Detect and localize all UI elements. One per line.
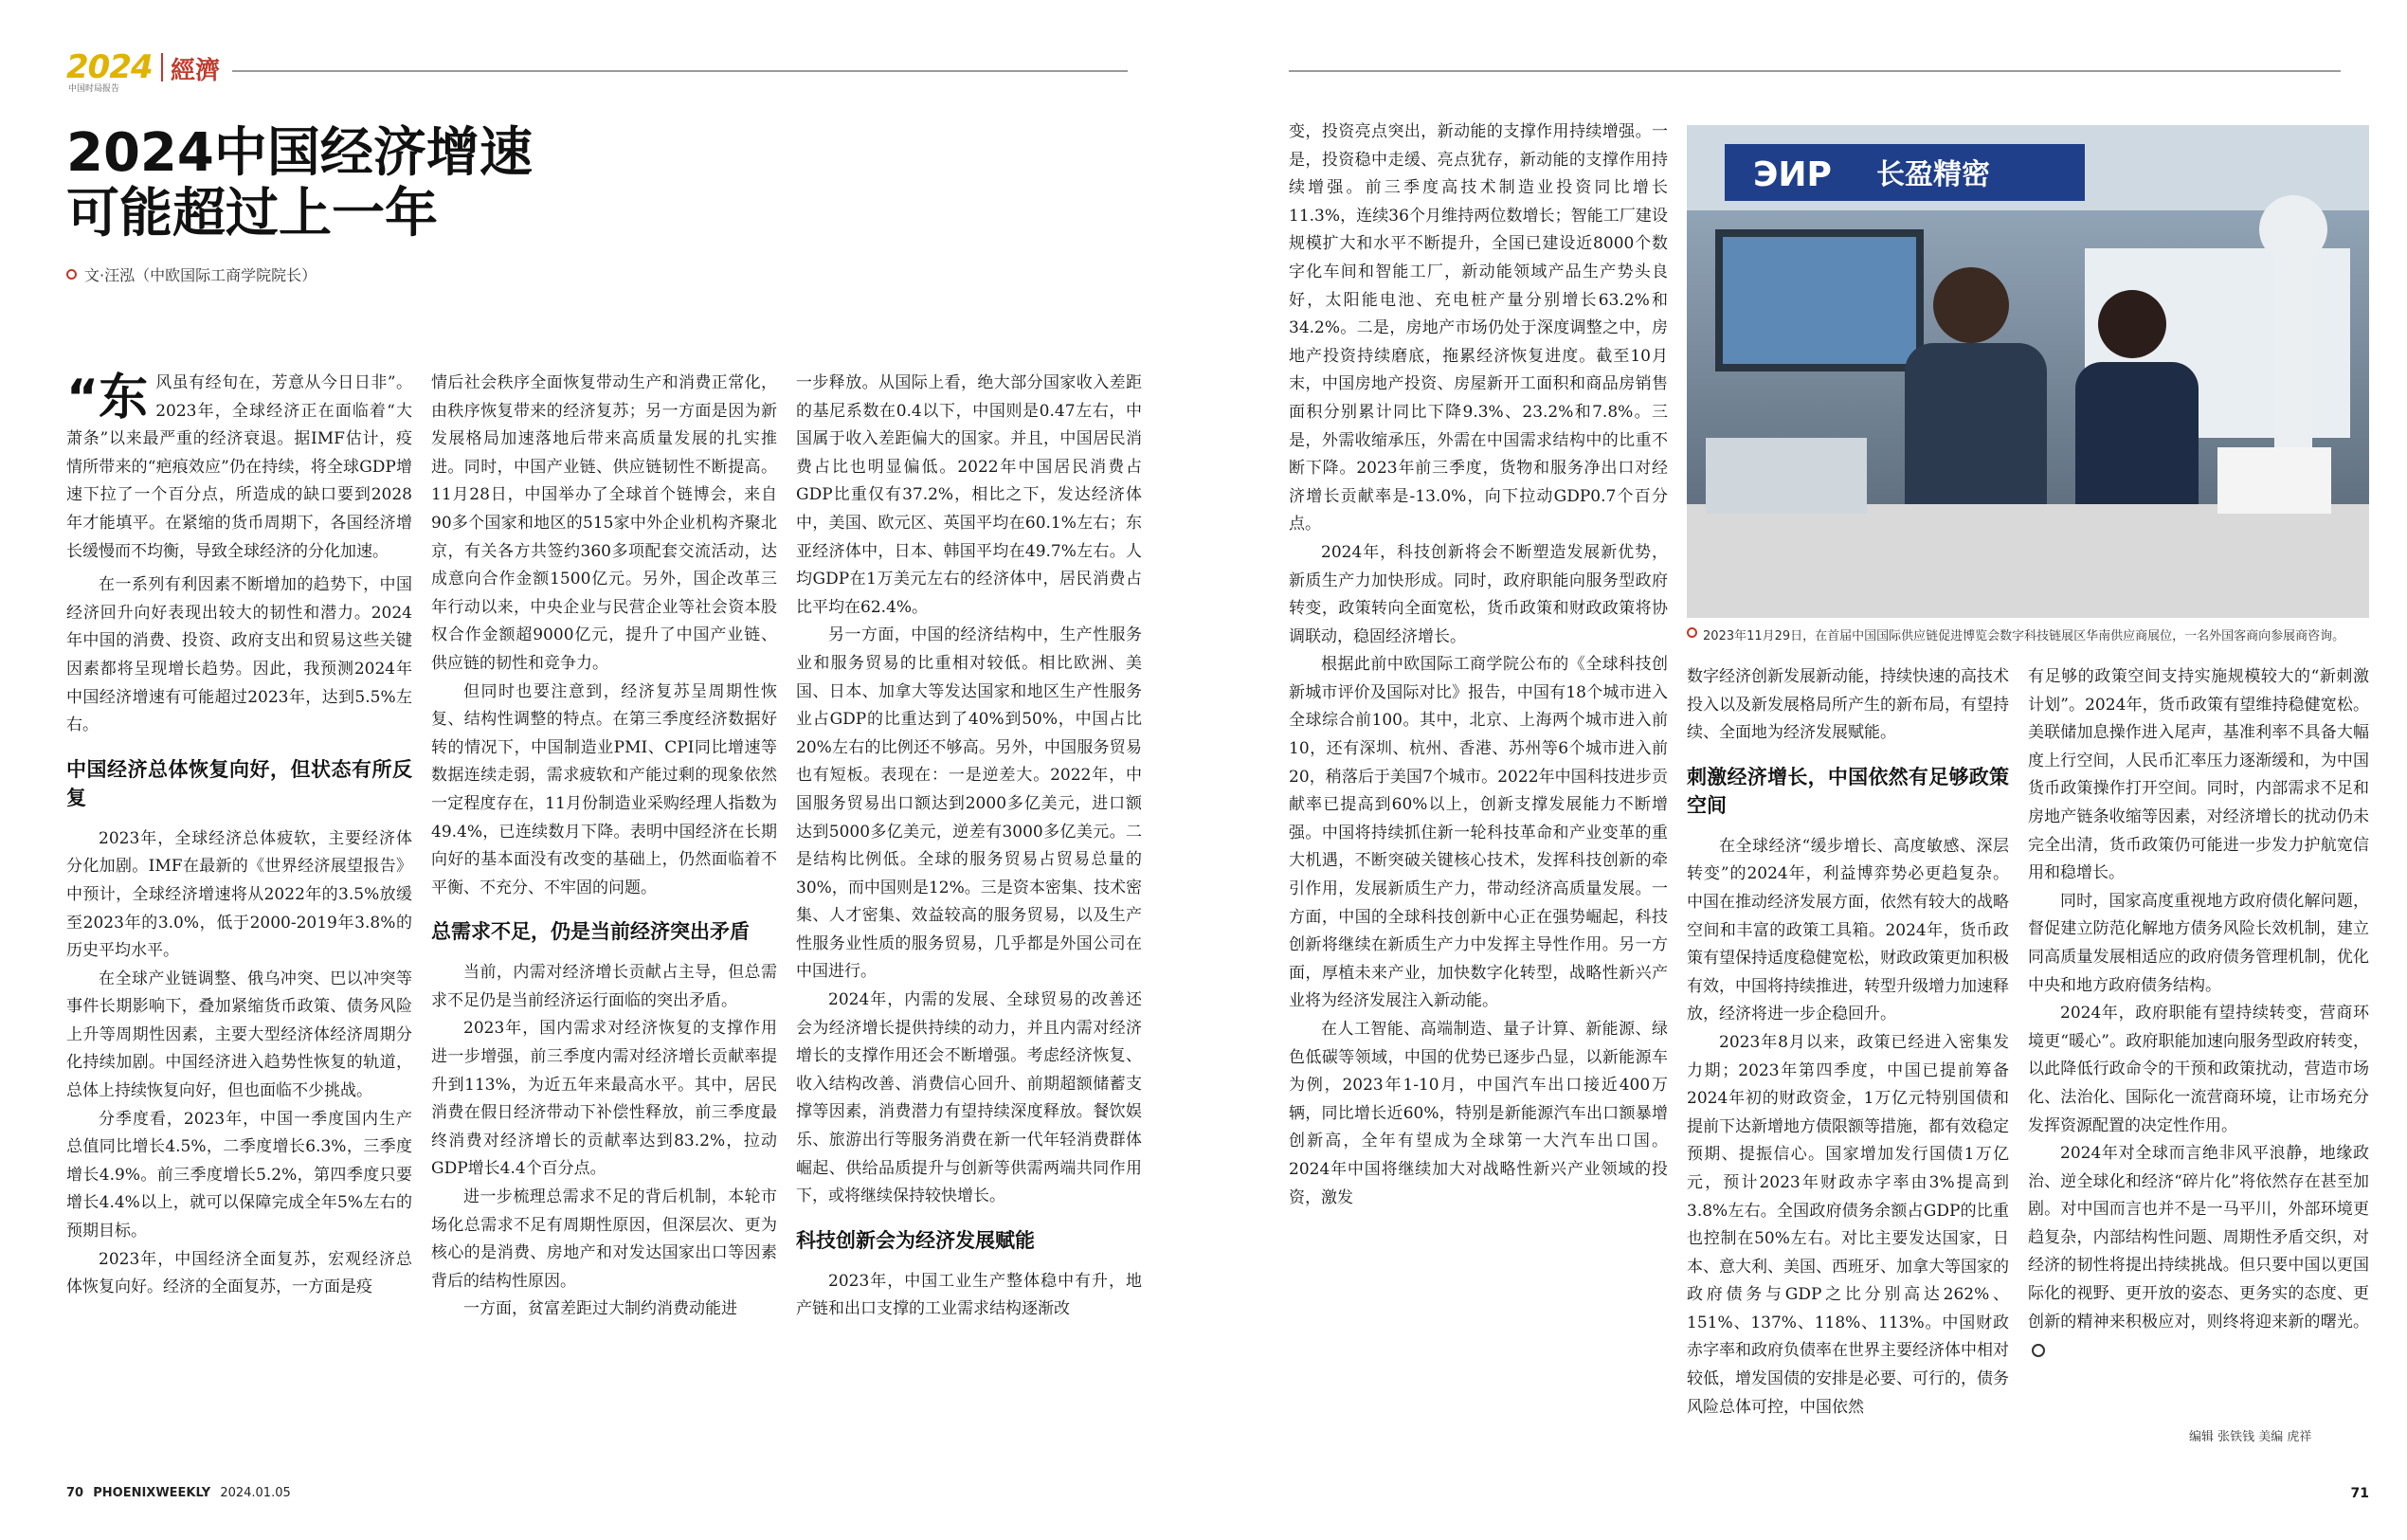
right-page [1222,0,2407,1540]
paragraph: 在全球经济“缓步增长、高度敏感、深层转变”的2024年，利益博弈势必更趋复杂。中国在推动经济发展方面，依然有较大的战略空间和丰富的政策工具箱。2024年，货币政策有望保持适度稳健宽松，财政政策更加积极有效，中国将持续推进，转型升级增力加速释放，经济将进一步企稳回升。 [1687,836,2009,1024]
lead-paragraph: “东风虽有经旬在，芳意从今日日非”。2023年，全球经济正在面临着“大萧条”以来最严重的经济衰退。据IMF估计，疫情所带来的“疤痕效应”仍在持续，将全球GDP增速下拉了一个百分点，所造成的缺口要到2028年才能填平。在紧缩的货币周期下，各国经济增长缓慢而不均衡，导致全球经济的分化加速。 [66,370,412,561]
drop-cap: “东 [66,370,149,426]
title-line-2: 可能超过上一年 [66,183,438,245]
header-year-subtitle: 中国时局报告 [68,84,120,94]
paragraph: 一方面，贫富差距过大制约消费动能进 [463,1299,737,1319]
title-line-1: 2024中国经济增速 [66,122,533,184]
photo-caption [1687,625,2369,643]
paragraph: 2023年，中国经济全面复苏，宏观经济总体恢复向好。经济的全面复苏，一方面是疫 [66,1249,412,1297]
paragraph: 2023年，中国工业生产整体稳中有升，地产链和出口支撑的工业需求结构逐渐改 [796,1271,1142,1319]
paragraph: 2023年，全球经济总体疲软，主要经济体分化加剧。IMF在最新的《世界经济展望报告》中预计，全球经济增速将从2022年的3.5%放缓至2023年的3.0%，低于2000-2019年3.8%的历史平均水平。 [66,828,412,961]
column-1 [66,370,412,1302]
byline-bullet-icon [66,269,77,280]
year-logo [66,48,153,86]
header-rule [232,70,1128,72]
paragraph: 分季度看，2023年，中国一季度国内生产总值同比增长4.5%，二季度增长6.3%，三季度增长4.9%。前三季度增长5.2%，第四季度只要增长4.4%以上，就可以保障完成全年5%左右的预期目标。 [66,1109,412,1241]
caption-bullet-icon [1687,627,1697,638]
caption-text: 2023年11月29日，在首届中国国际供应链促进博览会数字科技链展区华南供应商展位，一名外国客商向参展商咨询。 [1703,629,2345,643]
paragraph: 根据此前中欧国际工商学院公布的《全球科技创新城市评价及国际对比》报告，中国有18个城市进入全球综合前100。其中，北京、上海两个城市进入前10，还有深圳、杭州、香港、苏州等6个城市进入前20，稍落后于美国7个城市。2022年中国科技进步贡献率已提高到60%以上，创新支撑发展能力不断增强。中国将持续抓住新一轮科技革命和产业变革的重大机遇，不断突破关键核心技术，发挥科技创新的牵引作用，发展新质生产力，带动经济高质量发展。一方面，中国的全球科技创新中心正在强势崛起，科技创新将继续在新质生产力中发挥主导性作用。另一方面，厚植未来产业，加快数字化转型，战略性新兴产业将为经济发展注入新动能。 [1289,655,1668,1011]
magazine-name: PHOENIXWEEKLY [93,1486,211,1500]
paragraph: 2023年，国内需求对经济恢复的支撑作用进一步增强，前三季度内需对经济增长贡献率提升到113%，为近五年来最高水平。其中，居民消费在假日经济带动下补偿性释放，前三季度最终消费对经济增长的贡献率达到83.2%，拉动GDP增长4.4个百分点。 [431,1019,777,1179]
paragraph: 一步释放。从国际上看，绝大部分国家收入差距的基尼系数在0.4以下，中国则是0.47左右，中国属于收入差距偏大的国家。并且，中国居民消费占比也明显偏低。2022年中国居民消费占GDP比重仅有37.2%，相比之下，发达经济体中，美国、欧元区、英国平均在60.1%左右；东亚经济体中，日本、韩国平均在49.7%左右。人均GDP在1万美元左右的经济体中，居民消费占比平均在62.4%。 [796,373,1142,617]
photo-sign: 长盈精密 [1876,158,1990,191]
page-number-right: 71 [2350,1486,2369,1501]
paragraph: 有足够的政策空间支持实施规模较大的“新刺激计划”。2024年，货币政策有望维持稳健宽松。美联储加息操作进入尾声，基准利率不具备大幅度上行空间，人民币汇率压力逐渐缓和，为中国货币政策操作打开空间。同时，内部需求不足和房地产链条收缩等因素，对经济增长的扰动仍未完全出清，货币政策仍可能进一步发力护航宽信用和稳增长。 [2028,667,2369,883]
header-year: 2024 [66,48,153,86]
editor-credit: 编辑 张铁钱 美编 虎祥 [2189,1430,2312,1444]
paragraph: 同时，国家高度重视地方政府债化解问题，督促建立防范化解地方债务风险长效机制，建立同高质量发展相适应的政府债务管理机制，优化中央和地方政府债务结构。 [2028,891,2369,995]
issue-date: 2024.01.05 [220,1486,291,1500]
paragraph: 在人工智能、高端制造、量子计算、新能源、绿色低碳等领域，中国的优势已逐步凸显，以新能源车为例，2023年1-10月，中国汽车出口接近400万辆，同比增长近60%，特别是新能源汽车出口额暴增创新高，全年有望成为全球第一大汽车出口国。2024年中国将继续加大对战略性新兴产业领域的投资，激发 [1289,1020,1668,1207]
paragraph: 当前，内需对经济增长贡献占主导，但总需求不足仍是当前经济运行面临的突出矛盾。 [431,963,777,1010]
header-rule-right [1289,70,2341,72]
article-title [66,123,533,245]
column-6 [2028,663,2369,1365]
page-number-left: 70 [66,1486,84,1500]
paragraph: 2023年8月以来，政策已经进入密集发力期；2023年第四季度，中国已提前筹备2024年初的财政资金，1万亿元特别国债和提前下达新增地方债限额等措施，都有效稳定预期、提振信心。国家增加发行国债1万亿元，预计2023年财政赤字率由3%提高到3.8%左右。全国政府债务余额占GDP的比重也控制在50%左右。对比主要发达国家，日本、意大利、美国、西班牙、加拿大等国家的政府债务与GDP之比分别高达262%、151%、137%、118%、113%。中国财政赤字率和政府负债率在世界主要经济体中相对较低，增发国债的安排是必要、可行的，债务风险总体可控，中国依然 [1687,1032,2009,1417]
subheading: 刺激经济增长，中国依然有足够政策空间 [1687,765,2009,817]
photo-logo: ЭИP [1753,155,1832,194]
paragraph: 另一方面，中国的经济结构中，生产性服务业和服务贸易的比重相对较低。相比欧洲、美国、日本、加拿大等发达国家和地区生产性服务业占GDP的比重达到了40%到50%，中国占比20%左右的比例还不够高。另外，中国服务贸易也有短板。表现在：一是逆差大。2022年，中国服务贸易出口额达到2000多亿美元，进口额达到5000多亿美元，逆差有3000多亿美元。二是结构比例低。全球的服务贸易占贸易总量的30%，而中国则是12%。三是资本密集、技术密集、人才密集、效益较高的服务贸易，以及生产性服务业性质的服务贸易，几乎都是外国公司在中国进行。 [796,625,1142,982]
paragraph: 但同时也要注意到，经济复苏呈周期性恢复、结构性调整的特点。在第三季度经济数据好转的情况下，中国制造业PMI、CPI同比增速等数据连续走弱，需求疲软和产能过剩的现象依然一定程度存在，11月份制造业采购经理人指数为49.4%，已连续数月下降。表明中国经济在长期向好的基本面没有改变的基础上，仍然面临着不平衡、不充分、不牢固的问题。 [431,681,777,897]
paragraph: 数字经济创新发展新动能，持续快速的高技术投入以及新发展格局所产生的新布局，有望持续、全面地为经济发展赋能。 [1687,667,2009,743]
column-3 [796,370,1142,1324]
paragraph: 在全球产业链调整、俄乌冲突、巴以冲突等事件长期影响下，叠加紧缩货币政策、债务风险上升等周期性因素，主要大型经济体经济周期分化持续加剧。中国经济进入趋势性恢复的轨道，总体上持续恢复向好，但也面临不少挑战。 [66,969,412,1101]
subheading: 科技创新会为经济发展赋能 [796,1228,1035,1252]
exhibition-photo [1687,125,2369,618]
footer-left [66,1486,291,1500]
paragraph: 变，投资亮点突出，新动能的支撑作用持续增强。一是，投资稳中走缓、亮点犹存，新动能的支撑作用持续增强。前三季度高技术制造业投资同比增长11.3%，连续36个月维持两位数增长；智能工厂建设规模扩大和水平不断提升，全国已建设近8000个数字化车间和智能工厂，新动能领域产品生产势头良好，太阳能电池、充电桩产量分别增长63.2%和34.2%。二是，房地产市场仍处于深度调整之中，房地产投资持续磨底，拖累经济恢复进度。截至10月末，中国房地产投资、房屋新开工面积和商品房销售面积分别累计同比下降9.3%、23.2%和7.8%。三是，外需收缩承压，外需在中国需求结构中的比重不断下降。2023年前三季度，货物和服务净出口对经济增长贡献率是-13.0%，向下拉动GDP0.7个百分点。 [1289,122,1668,534]
byline [66,263,317,285]
column-2 [431,370,777,1324]
header-separator [161,53,163,82]
section-name: 經濟 [171,57,221,85]
subheading: 中国经济总体恢复向好，但状态有所反复 [66,757,412,809]
subheading: 总需求不足，仍是当前经济突出矛盾 [431,920,750,944]
column-4 [1289,118,1668,1212]
section-header [66,48,1128,94]
paragraph: 2024年对全球而言绝非风平浪静，地缘政治、逆全球化和经济“碎片化”将依然存在甚至加剧。对中国而言也并不是一马平川，外部环境更趋复杂，内部结构性问题、周期性矛盾交织，对经济的韧性将提出持续挑战。但只要中国以更国际化的视野、更开放的姿态、更务实的态度、更创新的精神来积极应对，则终将迎来新的曙光。 [2028,1140,2369,1365]
paragraph: 进一步梳理总需求不足的背后机制，本轮市场化总需求不足有周期性原因，但深层次、更为核心的是消费、房地产和对发达国家出口等因素背后的结构性原因。 [431,1187,777,1291]
photo-illustration [1687,125,2369,618]
paragraph: 在一系列有利因素不断增加的趋势下，中国经济回升向好表现出较大的韧性和潜力。2024年中国的消费、投资、政府支出和贸易这些关键因素都将呈现增长趋势。因此，我预测2024年中国经济增速有可能超过2023年，达到5.5%左右。 [66,575,412,735]
byline-text: 文·汪泓（中欧国际工商学院院长） [84,266,317,284]
end-mark-icon [2032,1344,2045,1357]
paragraph: 2024年，科技创新将会不断塑造发展新优势，新质生产力加快形成。同时，政府职能向服务型政府转变，政策转向全面宽松，货币政策和财政政策将协调联动，稳固经济增长。 [1289,542,1668,646]
paragraph: 2024年，政府职能有望持续转变，营商环境更“暖心”。政府职能加速向服务型政府转变，以此降低行政命令的干预和政策扰动，营造市场化、法治化、国际化一流营商环境，让市场充分发挥资源配置的决定性作用。 [2028,1004,2369,1135]
paragraph: 情后社会秩序全面恢复带动生产和消费正常化，由秩序恢复带来的经济复苏；另一方面是因为新发展格局加速落地后带来高质量发展的扎实推进。同时，中国产业链、供应链韧性不断提高。11月28日，中国举办了全球首个链博会，来自90多个国家和地区的515家中外企业机构齐聚北京，有关各方共签约360多项配套交流活动，达成意向合作金额1500亿元。另外，国企改革三年行动以来，中央企业与民营企业等社会资本股权合作金额超9000亿元，提升了中国产业链、供应链的韧性和竞争力。 [431,373,777,673]
paragraph: 2024年，内需的发展、全球贸易的改善还会为经济增长提供持续的动力，并且内需对经济增长的支撑作用还会不断增强。考虑经济恢复、收入结构改善、消费信心回升、前期超额储蓄支撑等因素，消费潜力有望持续深度释放。餐饮娱乐、旅游出行等服务消费在新一代年轻消费群体崛起、供给品质提升与创新等供需两端共同作用下，或将继续保持较快增长。 [796,990,1142,1206]
left-page [0,0,1185,1540]
column-5 [1687,663,2009,1422]
